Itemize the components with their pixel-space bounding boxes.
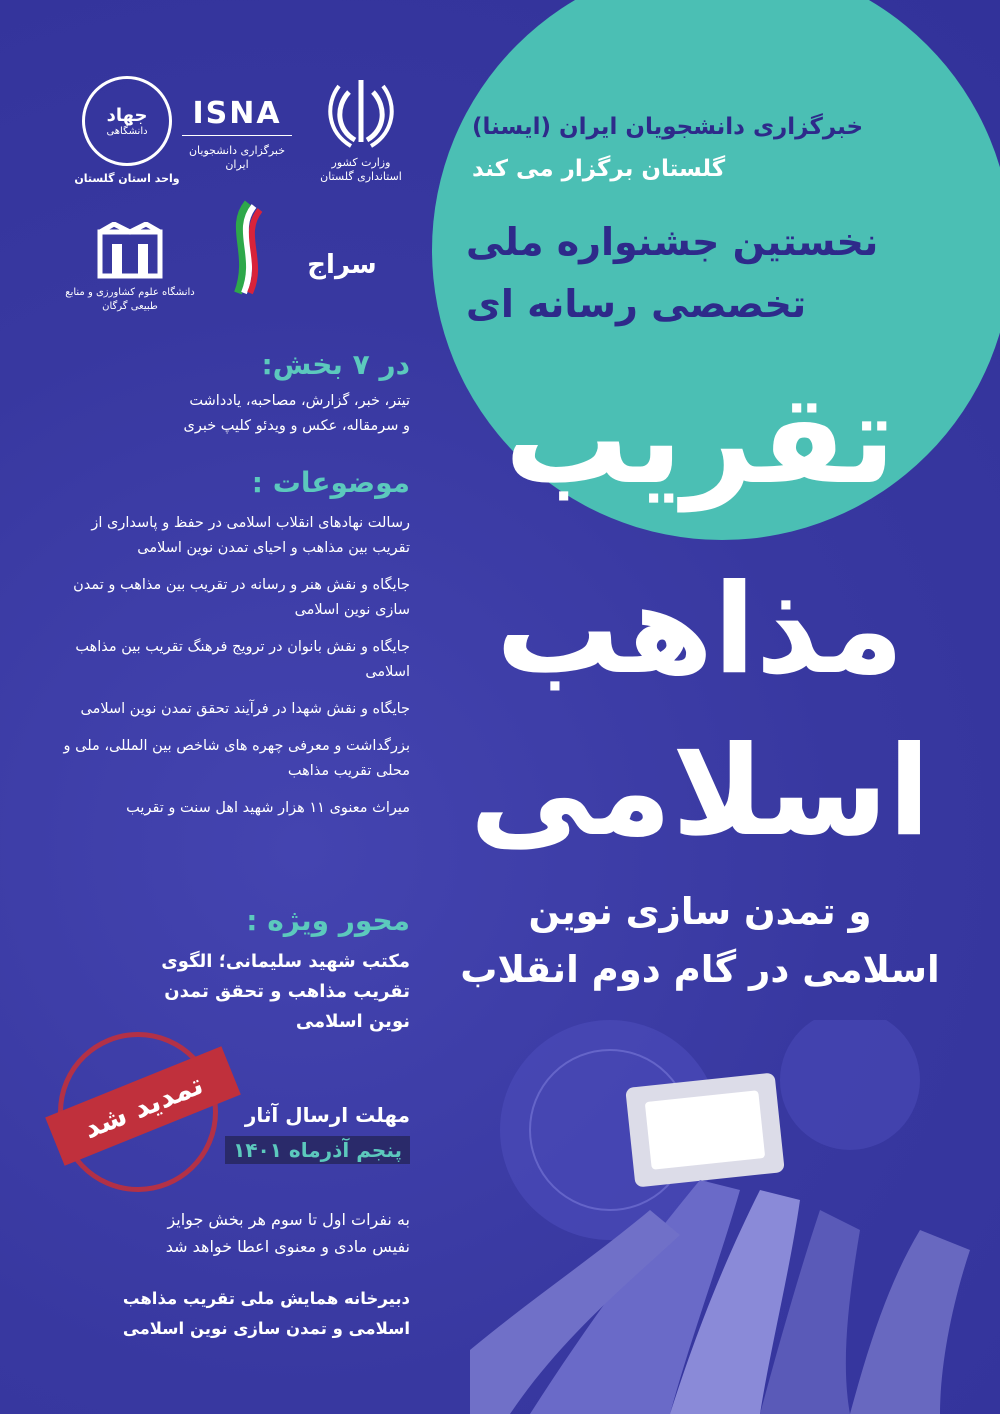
- university-caption: دانشگاه علوم کشاورزی و منابع طبیعی گرگان: [65, 287, 195, 312]
- isna-wordmark: ISNA: [182, 96, 292, 136]
- header-line-1: خبرگزاری دانشجویان ایران (ایسنا): [472, 114, 864, 140]
- topic-item-1: رسالت نهادهای انقلاب اسلامی در حفظ و پاسداری از تقریب بین مذاهب و احیای تمدن نوین اسلامی: [91, 515, 410, 556]
- topic-item-2: جایگاه و نقش هنر و رسانه در تقریب بین مذاهب و تمدن سازی نوین اسلامی: [73, 577, 410, 618]
- isna-caption: خبرگزاری دانشجویان ایران: [188, 144, 286, 171]
- topic-item-4: جایگاه و نقش شهدا در فرآیند تحقق تمدن نوین اسلامی: [80, 701, 410, 717]
- special-heading: محور ویژه :: [246, 904, 410, 937]
- university-emblem-icon: [94, 222, 166, 282]
- festival-line-1: نخستین جشنواره ملی: [466, 220, 879, 264]
- topics-heading: موضوعات :: [251, 466, 410, 499]
- topic-item-3: جایگاه و نقش بانوان در ترویج فرهنگ تقریب بین مذاهب اسلامی: [75, 639, 410, 680]
- subtitle-line-1: و تمدن سازی نوین: [528, 890, 872, 933]
- prizes-line-1: به نفرات اول تا سوم هر بخش جوایز: [167, 1210, 410, 1229]
- sections-heading: در ۷ بخش:: [261, 348, 410, 381]
- jahad-caption: واحد استان گلستان: [74, 172, 180, 185]
- header-line-2: گلستان برگزار می کند: [472, 156, 726, 182]
- title-word-2: مذاهب: [495, 558, 905, 702]
- secretariat-block: [60, 1284, 410, 1344]
- ministry-caption-1: وزارت کشور: [331, 156, 391, 169]
- jahad-logo: [72, 76, 182, 186]
- sections-line-1: تیتر، خبر، گزارش، مصاحبه، یادداشت: [189, 393, 410, 409]
- subtitle-line-2: اسلامی در گام دوم انقلاب: [460, 948, 940, 991]
- title-word-3: اسلامی: [469, 720, 931, 864]
- special-line-2: تقریب مذاهب و تحقق تمدن: [164, 981, 410, 1002]
- jahad-sub: دانشگاهی: [106, 125, 148, 137]
- prizes-line-2: نفیس مادی و معنوی اعطا خواهد شد: [165, 1237, 410, 1256]
- topic-item-5: بزرگداشت و معرفی چهره های شاخص بین المللی، ملی و محلی تقریب مذاهب: [63, 738, 410, 779]
- special-line-3: نوین اسلامی: [295, 1011, 410, 1032]
- festival-line-2: تخصصی رسانه ای: [466, 282, 807, 326]
- special-block: [60, 904, 410, 1037]
- hands-holding-quran-illustration: [470, 1020, 990, 1414]
- jahad-word: جهاد: [106, 104, 148, 126]
- topics-block: [60, 466, 410, 821]
- topic-item-6: میراث معنوی ۱۱ هزار شهید اهل سنت و تقریب: [126, 800, 410, 816]
- festival-flag-logo: [198, 198, 288, 308]
- flag-icon: [208, 198, 278, 298]
- ministry-logo: [306, 72, 416, 184]
- prizes-block: [60, 1206, 410, 1260]
- special-line-1: مکتب شهید سلیمانی؛ الگوی: [161, 951, 410, 972]
- deadline-label: مهلت ارسال آثار: [244, 1103, 410, 1127]
- university-logo: [60, 222, 200, 314]
- jahad-emblem: [82, 76, 172, 166]
- isna-logo: [182, 96, 292, 172]
- seraj-logo: [282, 250, 402, 280]
- secretariat-line-1: دبیرخانه همایش ملی تقریب مذاهب: [122, 1289, 410, 1308]
- seraj-wordmark: سراج: [307, 250, 377, 280]
- secretariat-line-2: اسلامی و تمدن سازی نوین اسلامی: [122, 1319, 410, 1338]
- sections-block: [60, 348, 410, 439]
- title-word-1: تقریب: [504, 368, 896, 512]
- ministry-caption-2: استانداری گلستان: [320, 170, 402, 183]
- extended-stamp: تمدید شد: [45, 1046, 241, 1165]
- deadline-date: پنجم آذرماه ۱۴۰۱: [225, 1136, 410, 1164]
- iran-emblem-icon: [321, 72, 401, 152]
- sections-line-2: و سرمقاله، عکس و ویدئو کلیپ خبری: [183, 418, 410, 434]
